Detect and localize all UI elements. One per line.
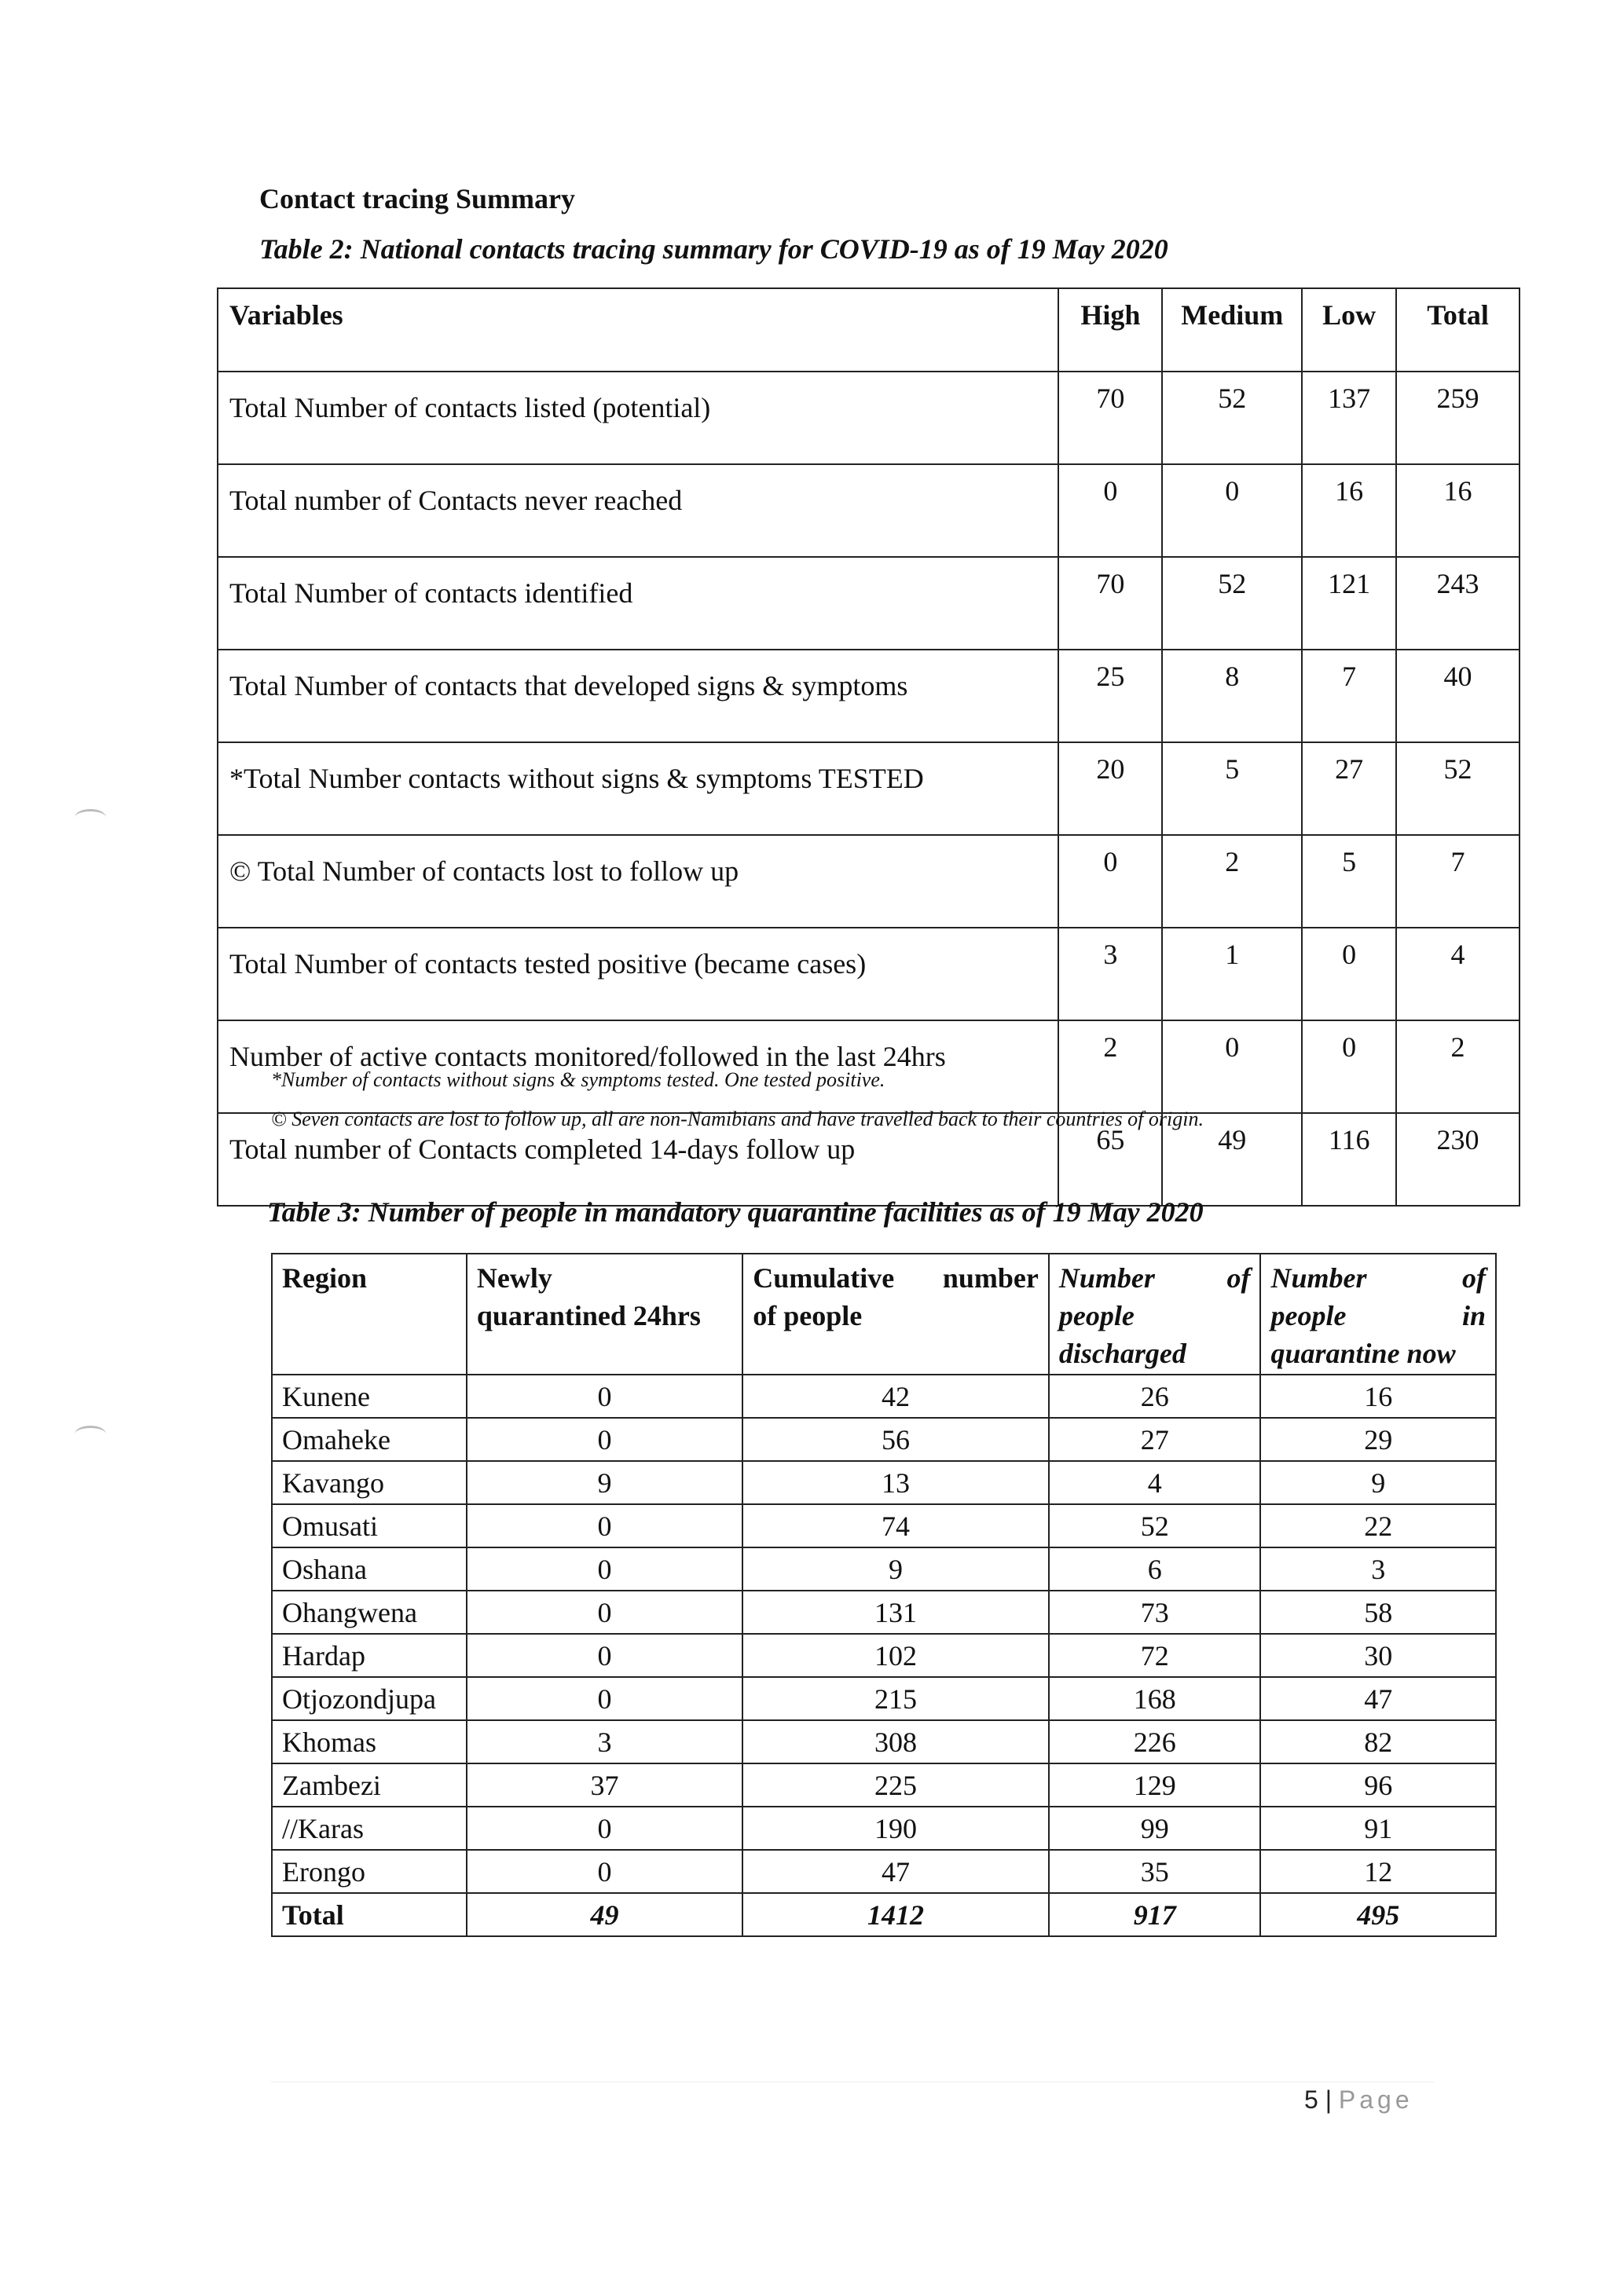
table-row bbox=[272, 1677, 1496, 1720]
table-row bbox=[218, 650, 1520, 742]
cell-low: 5 bbox=[1302, 835, 1396, 928]
cell-medium: 49 bbox=[1162, 1113, 1302, 1206]
header-word: in bbox=[1461, 1300, 1486, 1331]
cell-low: 121 bbox=[1302, 557, 1396, 650]
cell-low: 137 bbox=[1302, 372, 1396, 464]
cell-cumulative: 13 bbox=[742, 1461, 1049, 1504]
header-total: Total bbox=[1396, 288, 1520, 372]
cell-newly: 0 bbox=[467, 1547, 742, 1591]
cell-region: Hardap bbox=[272, 1634, 467, 1677]
cell-newly: 0 bbox=[467, 1504, 742, 1547]
cell-high: 2 bbox=[1058, 1020, 1162, 1113]
header-high: High bbox=[1058, 288, 1162, 372]
cell-low: 0 bbox=[1302, 928, 1396, 1020]
cell-newly: 37 bbox=[467, 1763, 742, 1807]
header-variables: Variables bbox=[218, 288, 1058, 372]
cell-cumulative: 1412 bbox=[742, 1893, 1049, 1936]
header-discharged bbox=[1049, 1254, 1261, 1375]
table-row bbox=[218, 835, 1520, 928]
header-newly-quarantined bbox=[467, 1254, 742, 1375]
cell-discharged: 226 bbox=[1049, 1720, 1261, 1763]
cell-high: 0 bbox=[1058, 464, 1162, 557]
header-cumulative bbox=[742, 1254, 1049, 1375]
cell-newly: 3 bbox=[467, 1720, 742, 1763]
cell-cumulative: 9 bbox=[742, 1547, 1049, 1591]
cell-now: 91 bbox=[1260, 1807, 1496, 1850]
row-label: Number of active contacts monitored/followed in the last 24hrs bbox=[218, 1020, 1058, 1113]
scan-mark bbox=[75, 809, 106, 826]
table-header-row bbox=[218, 288, 1520, 372]
scan-mark bbox=[75, 1426, 106, 1442]
cell-now: 58 bbox=[1260, 1591, 1496, 1634]
page-number-value: 5 bbox=[1304, 2085, 1318, 2114]
table-row bbox=[218, 557, 1520, 650]
header-line bbox=[1270, 1259, 1486, 1297]
cell-discharged: 27 bbox=[1049, 1418, 1261, 1461]
cell-cumulative: 74 bbox=[742, 1504, 1049, 1547]
cell-cumulative: 47 bbox=[742, 1850, 1049, 1893]
cell-total: 16 bbox=[1396, 464, 1520, 557]
cell-low: 27 bbox=[1302, 742, 1396, 835]
cell-now: 495 bbox=[1260, 1893, 1496, 1936]
cell-cumulative: 42 bbox=[742, 1375, 1049, 1418]
cell-discharged: 917 bbox=[1049, 1893, 1261, 1936]
cell-cumulative: 131 bbox=[742, 1591, 1049, 1634]
cell-total: 230 bbox=[1396, 1113, 1520, 1206]
row-label: *Total Number contacts without signs & symptoms TESTED bbox=[218, 742, 1058, 835]
row-label: Total number of Contacts completed 14-days follow up bbox=[218, 1113, 1058, 1206]
cell-low: 116 bbox=[1302, 1113, 1396, 1206]
header-region bbox=[272, 1254, 467, 1375]
cell-newly: 9 bbox=[467, 1461, 742, 1504]
cell-medium: 2 bbox=[1162, 835, 1302, 928]
cell-cumulative: 190 bbox=[742, 1807, 1049, 1850]
table-row bbox=[272, 1634, 1496, 1677]
table-row bbox=[272, 1461, 1496, 1504]
cell-cumulative: 308 bbox=[742, 1720, 1049, 1763]
header-low: Low bbox=[1302, 288, 1396, 372]
cell-high: 70 bbox=[1058, 372, 1162, 464]
cell-region: //Karas bbox=[272, 1807, 467, 1850]
header-line bbox=[1270, 1297, 1486, 1335]
cell-now: 82 bbox=[1260, 1720, 1496, 1763]
cell-now: 3 bbox=[1260, 1547, 1496, 1591]
cell-cumulative: 102 bbox=[742, 1634, 1049, 1677]
table-row bbox=[272, 1418, 1496, 1461]
quarantine-table bbox=[271, 1253, 1497, 1937]
cell-low: 7 bbox=[1302, 650, 1396, 742]
cell-region: Erongo bbox=[272, 1850, 467, 1893]
row-label: Total Number of contacts tested positive (became cases) bbox=[218, 928, 1058, 1020]
header-word: of bbox=[1462, 1262, 1486, 1294]
row-label: Total number of Contacts never reached bbox=[218, 464, 1058, 557]
table-row bbox=[218, 464, 1520, 557]
cell-region: Khomas bbox=[272, 1720, 467, 1763]
page-number-label: Page bbox=[1338, 2085, 1413, 2114]
cell-discharged: 168 bbox=[1049, 1677, 1261, 1720]
cell-region: Oshana bbox=[272, 1547, 467, 1591]
table-row bbox=[218, 742, 1520, 835]
cell-total: 52 bbox=[1396, 742, 1520, 835]
row-label: © Total Number of contacts lost to follow up bbox=[218, 835, 1058, 928]
cell-high: 25 bbox=[1058, 650, 1162, 742]
table-row bbox=[272, 1591, 1496, 1634]
cell-region: Ohangwena bbox=[272, 1591, 467, 1634]
cell-region: Otjozondjupa bbox=[272, 1677, 467, 1720]
table-row bbox=[272, 1375, 1496, 1418]
page-number-separator: | bbox=[1325, 2085, 1332, 2114]
cell-medium: 52 bbox=[1162, 372, 1302, 464]
cell-now: 47 bbox=[1260, 1677, 1496, 1720]
header-word: of bbox=[1226, 1262, 1251, 1294]
cell-high: 20 bbox=[1058, 742, 1162, 835]
page-number bbox=[1304, 2085, 1413, 2115]
row-label: Total Number of contacts identified bbox=[218, 557, 1058, 650]
cell-discharged: 129 bbox=[1049, 1763, 1261, 1807]
header-line bbox=[753, 1259, 1039, 1297]
header-line: people bbox=[1058, 1300, 1135, 1331]
cell-discharged: 99 bbox=[1049, 1807, 1261, 1850]
cell-newly: 0 bbox=[467, 1634, 742, 1677]
cell-newly: 0 bbox=[467, 1418, 742, 1461]
cell-low: 0 bbox=[1302, 1020, 1396, 1113]
table-row bbox=[272, 1850, 1496, 1893]
cell-now: 96 bbox=[1260, 1763, 1496, 1807]
header-region-label: Region bbox=[282, 1262, 367, 1294]
cell-medium: 8 bbox=[1162, 650, 1302, 742]
cell-region: Omusati bbox=[272, 1504, 467, 1547]
cell-discharged: 26 bbox=[1049, 1375, 1261, 1418]
table-row bbox=[272, 1807, 1496, 1850]
cell-newly: 49 bbox=[467, 1893, 742, 1936]
cell-discharged: 72 bbox=[1049, 1634, 1261, 1677]
header-line: Newly bbox=[476, 1262, 552, 1294]
table-2-footnote: *Number of contacts without signs & symptoms tested. One tested positive. bbox=[271, 1068, 885, 1091]
cell-now: 16 bbox=[1260, 1375, 1496, 1418]
cell-discharged: 6 bbox=[1049, 1547, 1261, 1591]
cell-medium: 52 bbox=[1162, 557, 1302, 650]
cell-high: 3 bbox=[1058, 928, 1162, 1020]
cell-region: Total bbox=[272, 1893, 467, 1936]
cell-high: 70 bbox=[1058, 557, 1162, 650]
cell-region: Omaheke bbox=[272, 1418, 467, 1461]
cell-discharged: 52 bbox=[1049, 1504, 1261, 1547]
cell-discharged: 4 bbox=[1049, 1461, 1261, 1504]
header-word: people bbox=[1270, 1300, 1347, 1331]
table-row bbox=[218, 928, 1520, 1020]
cell-discharged: 35 bbox=[1049, 1850, 1261, 1893]
cell-newly: 0 bbox=[467, 1591, 742, 1634]
table-row bbox=[272, 1504, 1496, 1547]
table-row bbox=[272, 1547, 1496, 1591]
header-medium: Medium bbox=[1162, 288, 1302, 372]
table-row bbox=[272, 1763, 1496, 1807]
row-label: Total Number of contacts that developed signs & symptoms bbox=[218, 650, 1058, 742]
cell-high: 65 bbox=[1058, 1113, 1162, 1206]
cell-newly: 0 bbox=[467, 1850, 742, 1893]
cell-cumulative: 225 bbox=[742, 1763, 1049, 1807]
cell-newly: 0 bbox=[467, 1375, 742, 1418]
cell-now: 29 bbox=[1260, 1418, 1496, 1461]
row-label: Total Number of contacts listed (potential) bbox=[218, 372, 1058, 464]
table-2-caption: Table 2: National contacts tracing summary for COVID-19 as of 19 May 2020 bbox=[259, 233, 1168, 265]
cell-medium: 1 bbox=[1162, 928, 1302, 1020]
cell-medium: 0 bbox=[1162, 1020, 1302, 1113]
header-quarantine-now bbox=[1260, 1254, 1496, 1375]
header-word: Cumulative bbox=[753, 1262, 895, 1294]
cell-discharged: 73 bbox=[1049, 1591, 1261, 1634]
cell-total: 259 bbox=[1396, 372, 1520, 464]
cell-cumulative: 215 bbox=[742, 1677, 1049, 1720]
cell-newly: 0 bbox=[467, 1677, 742, 1720]
table-3-caption: Table 3: Number of people in mandatory quarantine facilities as of 19 May 2020 bbox=[267, 1196, 1204, 1228]
cell-region: Kunene bbox=[272, 1375, 467, 1418]
table-row bbox=[272, 1720, 1496, 1763]
cell-region: Zambezi bbox=[272, 1763, 467, 1807]
cell-newly: 0 bbox=[467, 1807, 742, 1850]
table-total-row bbox=[272, 1893, 1496, 1936]
cell-cumulative: 56 bbox=[742, 1418, 1049, 1461]
section-title: Contact tracing Summary bbox=[259, 183, 575, 214]
cell-total: 7 bbox=[1396, 835, 1520, 928]
cell-medium: 0 bbox=[1162, 464, 1302, 557]
table-row bbox=[218, 1020, 1520, 1113]
cell-total: 2 bbox=[1396, 1020, 1520, 1113]
cell-now: 22 bbox=[1260, 1504, 1496, 1547]
cell-high: 0 bbox=[1058, 835, 1162, 928]
header-word: number bbox=[942, 1262, 1039, 1294]
cell-medium: 5 bbox=[1162, 742, 1302, 835]
header-word: Number bbox=[1058, 1262, 1155, 1294]
cell-region: Kavango bbox=[272, 1461, 467, 1504]
header-line: of people bbox=[753, 1300, 863, 1331]
cell-total: 40 bbox=[1396, 650, 1520, 742]
header-line: discharged bbox=[1058, 1338, 1186, 1369]
table-2-footnote: © Seven contacts are lost to follow up, all are non-Namibians and have travelled back to their countries of origin. bbox=[271, 1108, 1204, 1130]
cell-now: 9 bbox=[1260, 1461, 1496, 1504]
cell-total: 4 bbox=[1396, 928, 1520, 1020]
header-word: Number bbox=[1270, 1262, 1367, 1294]
header-line: quarantined 24hrs bbox=[476, 1300, 701, 1331]
cell-low: 16 bbox=[1302, 464, 1396, 557]
table-header-row bbox=[272, 1254, 1496, 1375]
cell-now: 30 bbox=[1260, 1634, 1496, 1677]
cell-total: 243 bbox=[1396, 557, 1520, 650]
cell-now: 12 bbox=[1260, 1850, 1496, 1893]
header-line: quarantine now bbox=[1270, 1338, 1456, 1369]
table-row bbox=[218, 372, 1520, 464]
header-line bbox=[1059, 1259, 1251, 1297]
